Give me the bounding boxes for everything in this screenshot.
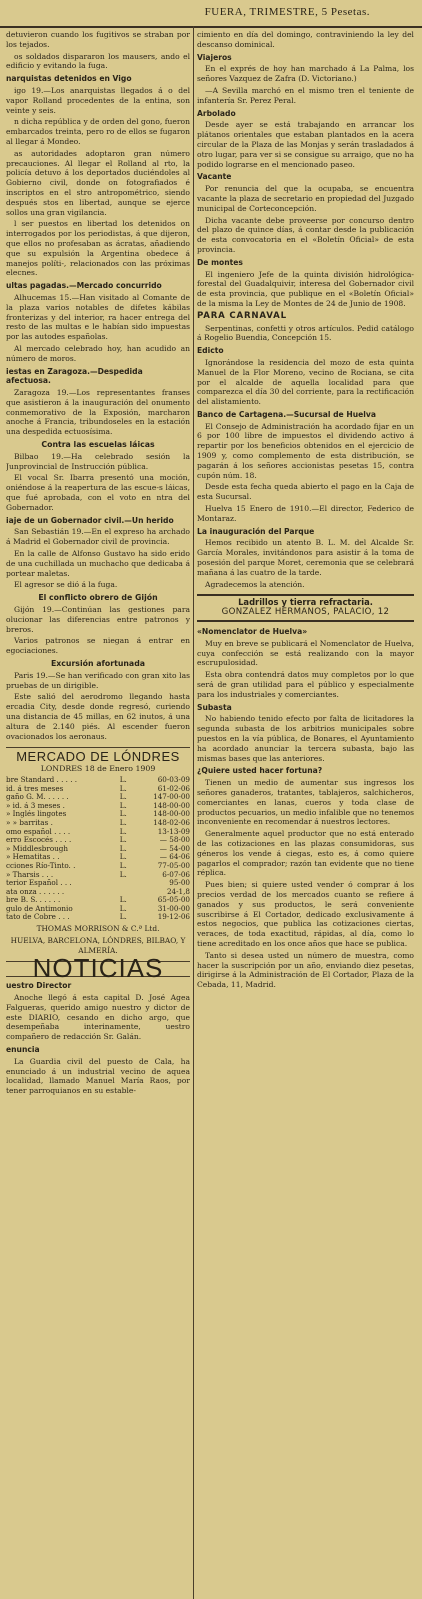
market-cell-curr: L. (119, 817, 127, 827)
article-text: San Sebastián 19.—En el expreso ha archado á Madrid el Gobernador civil de provincia. (6, 527, 190, 547)
article-text: Serpentinas, confetti y otros artículos. Pedid catálogo á Rogelio Buendia, Concepción 15. (197, 323, 414, 343)
market-cell-item: tato de Cobre . . . (6, 912, 70, 922)
market-cell-price: — 64-06 (159, 852, 190, 862)
subscription-price: FUERA, TRIMESTRE, 5 Pesetas. (204, 6, 370, 18)
noticias-title: NOTICIAS (6, 961, 190, 977)
article-text: detuvieron cuando los fugitivos se straban por los tejados. (6, 30, 190, 49)
article-heading: La inauguración del Parque (197, 526, 315, 536)
market-cell-item: erro Escocés . . . . (6, 835, 72, 845)
market-firm-cities: HUELVA, BARCELONA, LÓNDRES, BILBAO, Y ALMERÍA. (10, 935, 186, 955)
article-heading: uestro Director (6, 981, 72, 991)
article-heading: Excursión afortunada (50, 659, 146, 669)
market-cell-curr: L. (119, 774, 127, 784)
left-column (6, 30, 190, 1595)
market-cell-item: » Middlesbrough (6, 843, 69, 853)
article-text: os soldados dispararon los mausers, ando el edificio y evitando la fuga. (6, 51, 190, 71)
article-text: Esta obra contendrá datos muy completos por lo que será de gran utilidad para el público y especialmente para los industriales y comerciantes. (197, 670, 414, 699)
advertisement-box (197, 594, 414, 622)
article-heading: Banco de Cartagena.—Sucursal de Huelva (197, 409, 376, 419)
article-text: No habiendo tenido efecto por falta de licitadores la segunda subasta de los arbitrios municipales sobre puestos en la vía pública, de Bonares, el Ayuntamiento ha acordado anunciar la tercera subasta, bajo las mismas bases que las anteriores. (197, 714, 414, 763)
article-heading: Subasta (197, 702, 232, 712)
article-text: Muy en breve se publicará el Nomenclator de Huelva, cuya confección se está realizando con la mayor escrupulosidad. (197, 638, 414, 668)
market-title: MERCADO DE LÓNDRES (6, 747, 190, 762)
market-date: LONDRES 18 de Enero 1909 (40, 764, 156, 774)
market-cell-item: cciones Río-Tinto. . (6, 860, 76, 870)
market-cell-price: 65-05-00 (157, 895, 190, 905)
market-cell-item: gulo de Antimonio (6, 903, 73, 913)
article-text: Gijón 19.—Continúan las gestiones para olucionar las diferencias entre patronos y breros. (6, 605, 190, 634)
article-text: Generalmente aquel productor que no está enterado de las cotizaciones en las plazas consumidoras, sus géneros los vende á ciegas, esto es, á como quiere pagarlos el comprador; razón tan evidente que no tiene réplica. (197, 829, 414, 878)
article-heading: Viajeros (197, 52, 232, 62)
article-heading: «Nomenclator de Huelva» (197, 627, 308, 637)
article-text: Tanto si desea usted un número de muestra, como hacer la suscripción por un año, enviando diez pesetas, dirigirse á la Administración de El Cortador, Plaza de la Cebada, 11, Madrid. (197, 950, 414, 990)
market-cell-curr: L. (119, 903, 127, 913)
article-heading: Edicto (197, 346, 224, 356)
market-cell-price: 148-00-00 (153, 800, 190, 810)
article-text: En el exprés de hoy han marchado á La Palma, los señores Vazquez de Zafra (D. Victoriano.) (197, 64, 414, 84)
market-cell-price: 148-00-00 (153, 809, 190, 819)
market-cell-curr: L. (119, 835, 127, 845)
ad-line: GONZALEZ HERMANOS, PALACIO, 12 (221, 607, 390, 618)
article-heading: Vacante (197, 172, 232, 182)
market-cell-price: 31-00-00 (157, 903, 190, 913)
right-column (197, 30, 414, 1595)
article-text: Zaragoza 19.—Los representantes franses que asistieron á la inauguración del onumento conmemorativo de la Exposión, marcharon anoche á Francia, tribundoseles en la estación una despedida ectuosísima. (6, 388, 190, 437)
article-text: l ser puestos en libertad los detenidos on interrogados por los periodistas, á que dijeron, que ellos no profesaban as ácratas, añadiendo que su expulsión la Argentina obedece á manejos políti-, relacionados con las próximas elecnes. (6, 219, 190, 278)
market-cell-price: 95-00 (169, 878, 190, 888)
article-text: igo 19.—Los anarquistas llegados á o del vapor Rolland procedentes de la entina, son veinte y seis. (6, 85, 190, 115)
ad-line: Ladrillos y tierra refractaria. (238, 597, 373, 608)
market-cell-item: omo español . . . . (6, 826, 71, 836)
article-heading: iestas en Zaragoza.—Despedida afectuosa. (6, 366, 143, 386)
article-text: Paris 19.—Se han verificado con gran xito las pruebas de un dirigible. (6, 670, 190, 690)
market-cell-price: 60-03-09 (157, 774, 190, 784)
market-cell-item: » Inglés lingotes (6, 809, 67, 819)
market-cell-price: 147-00-00 (153, 792, 190, 802)
market-cell-price: 148-02-06 (153, 817, 190, 827)
market-cell-curr: L. (119, 912, 127, 922)
article-heading: iaje de un Gobernador civil.—Un herido (6, 515, 174, 525)
article-heading: De montes (197, 257, 243, 267)
article-text: La Guardia civil del puesto de Cala, ha enunciado á un industrial vecino de aquea localidad, llamado Manuel María Raos, por tener parroquianos en su estable- (6, 1056, 190, 1096)
market-cell-price: — 54-00 (159, 843, 190, 853)
market-cell-item: ata onza . . . . . . (6, 886, 65, 896)
article-text: Desde esta fecha queda abierto el pago en la Caja de esta Sucursal. (197, 482, 414, 502)
article-text: Por renuncia del que la ocupaba, se encuentra vacante la plaza de secretario en propiedad del Juzgado municipal de Corteconcepción. (197, 184, 414, 213)
market-cell-item: id. á tres meses (6, 783, 64, 793)
article-text: n dicha república y de orden del gono, fueron embarcados treinta, pero ro de ellos se fugaron al llegar á Mondeo. (6, 117, 190, 146)
market-cell-curr: L. (119, 869, 127, 879)
market-cell-price: 13-13-09 (157, 826, 190, 836)
market-cell-curr: L. (119, 852, 127, 862)
market-cell-item: » id. á 3 meses . (6, 800, 65, 810)
column-divider (193, 26, 194, 1599)
market-cell-curr: L. (119, 860, 127, 870)
market-cell-curr: L. (119, 826, 127, 836)
article-text: —A Sevilla marchó en el mismo tren el teniente de infantería Sr. Perez Peral. (197, 85, 414, 105)
market-row (6, 913, 190, 922)
market-cell-curr: L. (119, 800, 127, 810)
article-text: El Consejo de Administración ha acordado fijar en un 6 por 100 libre de impuestos el dividendo activo á repartir por los beneficios obtenidos en el ejercicio de 1909 y, como complemento de esta distribución, se pagarán á los señores accionistas pesetas 15, contra cupón núm. 18. (197, 421, 414, 480)
article-text: Huelva 15 Enero de 1910.—El director, Federico de Montaraz. (197, 504, 414, 523)
article-heading: El conflicto obrero de Gijón (38, 593, 158, 603)
article-text: Agradecemos la atención. (205, 579, 305, 589)
market-table (6, 776, 190, 922)
market-cell-item: » Tharsis . . . (6, 869, 54, 879)
market-cell-item: bre B. S. . . . . . (6, 895, 61, 905)
market-cell-price: 61-02-06 (157, 783, 190, 793)
market-cell-item: bre Standard . . . . . (6, 774, 78, 784)
market-cell-curr: L. (119, 895, 127, 905)
market-cell-price: 24-1,8 (166, 886, 190, 896)
market-cell-item: gaño G. M. . . . . . (6, 792, 69, 802)
market-cell-curr (120, 879, 131, 888)
article-text: Anoche llegó á esta capital D. José Agea Falgueras, querido amigo nuestro y dictor de este DIARIO, cesando en dicho argo, que desempeñaba interinamente, uestro compañero de redacción Sr. Galán. (6, 993, 190, 1042)
article-heading: narquistas detenidos en Vigo (6, 74, 132, 84)
article-heading: Contra las escuelas láicas (41, 440, 155, 450)
article-text: El agresor se dió á la fuga. (14, 580, 118, 590)
market-cell-item: » Hematitas . . (6, 852, 60, 862)
article-text: Desde ayer se está trabajando en arrancar los plátanos orientales que estaban plantados en la acera circular de la Plaza de las Monjas y serán trasladados á otro lugar, para ver si se consigue su arraigo, que no ha podido lograrse en el mencionado paseo. (197, 120, 414, 169)
article-heading: Arbolado (197, 108, 236, 118)
market-cell-curr: L. (119, 809, 127, 819)
market-cell-price: 77-05-00 (157, 860, 190, 870)
article-text: Bilbao 19.—Ha celebrado sesión la Junprovincial de Instrucción pública. (6, 451, 190, 471)
article-heading: enuncia (6, 1045, 40, 1055)
article-text: as autoridades adoptaron gran número precauciones. Al llegar el Rolland al rto, la policía detuvo á los deportados duciéndoles al Gobierno civil, donde on fotografiados é inscriptos en el stro antropométrico, siendo después stos en libertad, aunque se ejerce sollos una gran vigilancia. (6, 148, 190, 217)
market-cell-curr: L. (119, 783, 127, 793)
article-text: Hemos recibido un atento B. L. M. del Alcalde Sr. García Morales, invitándonos para asistir á la toma de posesión del parque Moret, ceremonia que se celebrará mañana á las cuatro de la tarde. (197, 538, 414, 577)
article-text: Dicha vacante debe proveerse por concurso dentro del plazo de quince días, á contar desde la publicación de esta convocatoria en el «Boletín Oficial» de esta provincia. (197, 215, 414, 254)
masthead-bar (0, 0, 422, 28)
market-cell-item: » » barritas . (6, 817, 53, 827)
market-firm: THOMAS MORRISON & C.ª Ltd. (36, 924, 160, 934)
article-heading: ultas pagadas.—Mercado concurrido (6, 281, 162, 291)
article-text: En la calle de Alfonso Gustavo ha sido erido de una cuchillada un muchacho que dedicaba á portear maletas. (6, 549, 190, 578)
ad-heading: PARA CARNAVAL (197, 310, 287, 321)
article-text: El vocal Sr. Ibarra presentó una moción, oniéndose á la reapertura de las escue-s láicas, que fué aprobada, con el voto en ntra del Gobernador. (6, 473, 190, 512)
article-text: El ingeniero Jefe de la quinta división hidrológica-forestal del Guadalquivir, interesa del Gobernador civil de esta provincia, que publique en el «Boletín Oficial» de la misma la Ley de Montes de 24 de Junio de 1908. (197, 269, 414, 308)
market-cell-price: — 58-00 (159, 835, 190, 845)
market-cell-curr: L. (119, 792, 127, 802)
market-cell-curr: L. (119, 843, 127, 853)
article-text: Este salió del aerodromo llegando hasta ercadia City, desde donde regresó, curiendo una distancia de 45 millas, en 62 inutos, á una altura de 2.140 piés. Al escender fueron ovacionados los aeronaus. (6, 692, 190, 741)
article-text: Tienen un medio de aumentar sus ingresos los señores ganaderos, tratantes, tablajeros, salchicheros, comerciantes en lanas, cueros y toda clase de productos pecuarios, un medio infalible que no tenemos inconveniente en recomendar á nuestros lectores. (197, 778, 414, 827)
article-text: cimiento en día del domingo, contraviniendo la ley del descanso dominical. (197, 30, 414, 49)
market-cell-price: 19-12-06 (157, 912, 190, 922)
article-text: Ignorándose la residencia del mozo de esta quinta Manuel de la Flor Moreno, vecino de Rociana, se cita por el alcalde de aquella localidad para que comparezca el día 30 del corriente, para la rectificación del alistamiento. (197, 357, 414, 407)
article-text: Al mercado celebrado hoy, han acudido an número de moros. (6, 343, 190, 363)
article-text: Pues bien; si quiere usted vender ó comprar á los precios verdad de los mercados cuanto se refiere á ganados y sus productos, le será conveniente suscribirse á El Cortador, dedicado exclusivamente á estos negocios, que publica las cotizaciones ciertas, veraces, de toda exactitud, rápidas, al día, como lo tiene acreditado en los once años que hace se publica. (197, 880, 414, 948)
article-text: Varios patronos se niegan á entrar en egociaciones. (6, 636, 190, 656)
article-text: Alhucemas 15.—Han visitado al Comante de la plaza varios notables de difetes kábilas fronterizas y del interior, ra hacer entrega del resto de las multas e le habían sido impuestas por las autodes españolas. (6, 292, 190, 342)
market-cell-item: terior Español . . . (6, 878, 72, 888)
market-cell-price: 6-07-06 (162, 869, 190, 879)
article-heading: ¿Quiere usted hacer fortuna? (197, 766, 323, 776)
